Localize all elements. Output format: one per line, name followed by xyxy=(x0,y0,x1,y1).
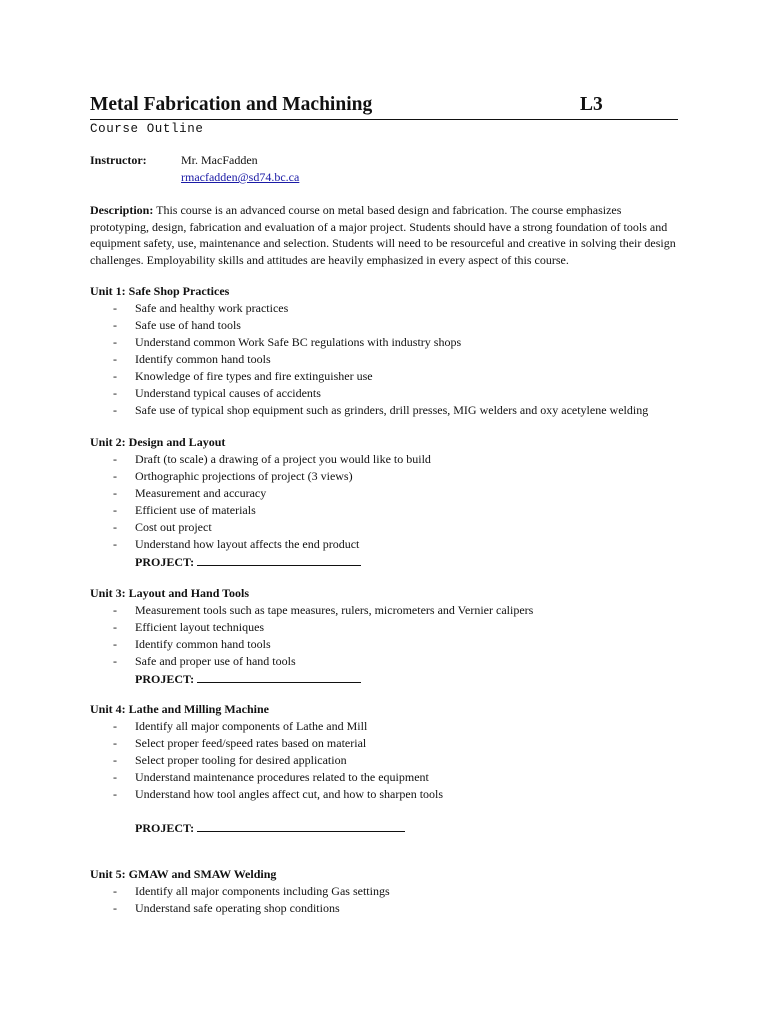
unit-1 xyxy=(90,283,690,419)
unit-items xyxy=(90,883,690,917)
list-item xyxy=(90,502,690,519)
project-label: PROJECT: xyxy=(135,821,195,835)
bullet-dash: - xyxy=(113,369,117,383)
unit-5 xyxy=(90,866,690,917)
list-item xyxy=(90,900,690,917)
list-item xyxy=(90,519,690,536)
project-line xyxy=(90,819,690,837)
list-item-text: Safe use of typical shop equipment such as grinders, drill presses, MIG welders and oxy acetylene welding xyxy=(135,403,649,417)
list-item-text: Understand common Work Safe BC regulations with industry shops xyxy=(135,335,462,349)
list-item xyxy=(90,402,690,419)
list-item xyxy=(90,752,690,769)
bullet-dash: - xyxy=(113,603,117,617)
list-item xyxy=(90,317,690,334)
list-item-text: Identify common hand tools xyxy=(135,352,271,366)
bullet-dash: - xyxy=(113,452,117,466)
course-level: L3 xyxy=(580,94,603,115)
instructor-name: Mr. MacFadden xyxy=(181,153,258,167)
list-item-text: Safe and proper use of hand tools xyxy=(135,654,296,668)
bullet-dash: - xyxy=(113,335,117,349)
bullet-dash: - xyxy=(113,770,117,784)
list-item xyxy=(90,334,690,351)
description-text: This course is an advanced course on metal based design and fabrication. The course emphasizes prototyping, design, fabrication and evaluation of a major project. Students should have a strong foundation of tools and equipment safety, use, maintenance and selection. Students will need to be resourceful and creative in solving their design challenges. Employability skills and attitudes are heavily emphasized in every aspect of this course. xyxy=(90,203,676,267)
bullet-dash: - xyxy=(113,520,117,534)
bullet-dash: - xyxy=(113,503,117,517)
list-item-text: Knowledge of fire types and fire extinguisher use xyxy=(135,369,373,383)
bullet-dash: - xyxy=(113,654,117,668)
list-item xyxy=(90,786,690,803)
project-line xyxy=(90,670,690,688)
list-item-text: Efficient use of materials xyxy=(135,503,256,517)
list-item xyxy=(90,602,690,619)
list-item xyxy=(90,883,690,900)
bullet-dash: - xyxy=(113,469,117,483)
list-item-text: Select proper feed/speed rates based on material xyxy=(135,736,367,750)
list-item xyxy=(90,351,690,368)
list-item xyxy=(90,769,690,786)
bullet-dash: - xyxy=(113,386,117,400)
bullet-dash: - xyxy=(113,352,117,366)
list-item-text: Understand how layout affects the end product xyxy=(135,537,360,551)
project-line xyxy=(90,553,690,571)
list-item-text: Safe and healthy work practices xyxy=(135,301,289,315)
bullet-dash: - xyxy=(113,537,117,551)
bullet-dash: - xyxy=(113,486,117,500)
list-item xyxy=(90,385,690,402)
project-blank-field[interactable] xyxy=(197,553,361,566)
instructor-label: Instructor: xyxy=(90,153,147,167)
bullet-dash: - xyxy=(113,719,117,733)
list-item-text: Select proper tooling for desired application xyxy=(135,753,347,767)
project-blank-field[interactable] xyxy=(197,670,361,683)
list-item xyxy=(90,368,690,385)
bullet-dash: - xyxy=(113,301,117,315)
unit-title: Unit 4: Lathe and Milling Machine xyxy=(90,702,270,716)
unit-3 xyxy=(90,585,690,688)
unit-title: Unit 1: Safe Shop Practices xyxy=(90,284,230,298)
list-item xyxy=(90,718,690,735)
title-row xyxy=(90,93,678,120)
bullet-dash: - xyxy=(113,753,117,767)
unit-items xyxy=(90,300,690,419)
project-label: PROJECT: xyxy=(135,555,195,569)
bullet-dash: - xyxy=(113,787,117,801)
document-title: Metal Fabrication and Machining xyxy=(90,94,373,115)
instructor-email-link[interactable]: rmacfadden@sd74.bc.ca xyxy=(181,170,300,184)
unit-title: Unit 3: Layout and Hand Tools xyxy=(90,586,250,600)
list-item-text: Measurement and accuracy xyxy=(135,486,267,500)
list-item xyxy=(90,636,690,653)
list-item xyxy=(90,536,690,553)
unit-2 xyxy=(90,434,690,571)
list-item-text: Understand safe operating shop conditions xyxy=(135,901,340,915)
description-label: Description: xyxy=(90,203,154,217)
list-item-text: Identify all major components including Gas settings xyxy=(135,884,390,898)
list-item xyxy=(90,653,690,670)
list-item-text: Efficient layout techniques xyxy=(135,620,265,634)
description-paragraph xyxy=(90,202,682,268)
bullet-dash: - xyxy=(113,736,117,750)
document-subtitle: Course Outline xyxy=(90,122,204,136)
list-item-text: Understand maintenance procedures related to the equipment xyxy=(135,770,429,784)
list-item-text: Understand typical causes of accidents xyxy=(135,386,321,400)
list-item xyxy=(90,619,690,636)
list-item xyxy=(90,468,690,485)
list-item-text: Understand how tool angles affect cut, and how to sharpen tools xyxy=(135,787,444,801)
bullet-dash: - xyxy=(113,403,117,417)
unit-items xyxy=(90,602,690,670)
list-item xyxy=(90,735,690,752)
list-item-text: Safe use of hand tools xyxy=(135,318,241,332)
bullet-dash: - xyxy=(113,318,117,332)
unit-4 xyxy=(90,701,690,837)
unit-items xyxy=(90,451,690,553)
list-item-text: Cost out project xyxy=(135,520,212,534)
list-item-text: Orthographic projections of project (3 views) xyxy=(135,469,353,483)
list-item xyxy=(90,300,690,317)
project-blank-field[interactable] xyxy=(197,819,405,832)
bullet-dash: - xyxy=(113,637,117,651)
unit-items xyxy=(90,718,690,803)
list-item xyxy=(90,485,690,502)
list-item-text: Draft (to scale) a drawing of a project you would like to build xyxy=(135,452,431,466)
bullet-dash: - xyxy=(113,884,117,898)
unit-title: Unit 2: Design and Layout xyxy=(90,435,226,449)
bullet-dash: - xyxy=(113,901,117,915)
project-label: PROJECT: xyxy=(135,672,195,686)
list-item-text: Identify common hand tools xyxy=(135,637,271,651)
list-item-text: Identify all major components of Lathe and Mill xyxy=(135,719,368,733)
unit-title: Unit 5: GMAW and SMAW Welding xyxy=(90,867,277,881)
list-item xyxy=(90,451,690,468)
list-item-text: Measurement tools such as tape measures, rulers, micrometers and Vernier calipers xyxy=(135,603,534,617)
bullet-dash: - xyxy=(113,620,117,634)
